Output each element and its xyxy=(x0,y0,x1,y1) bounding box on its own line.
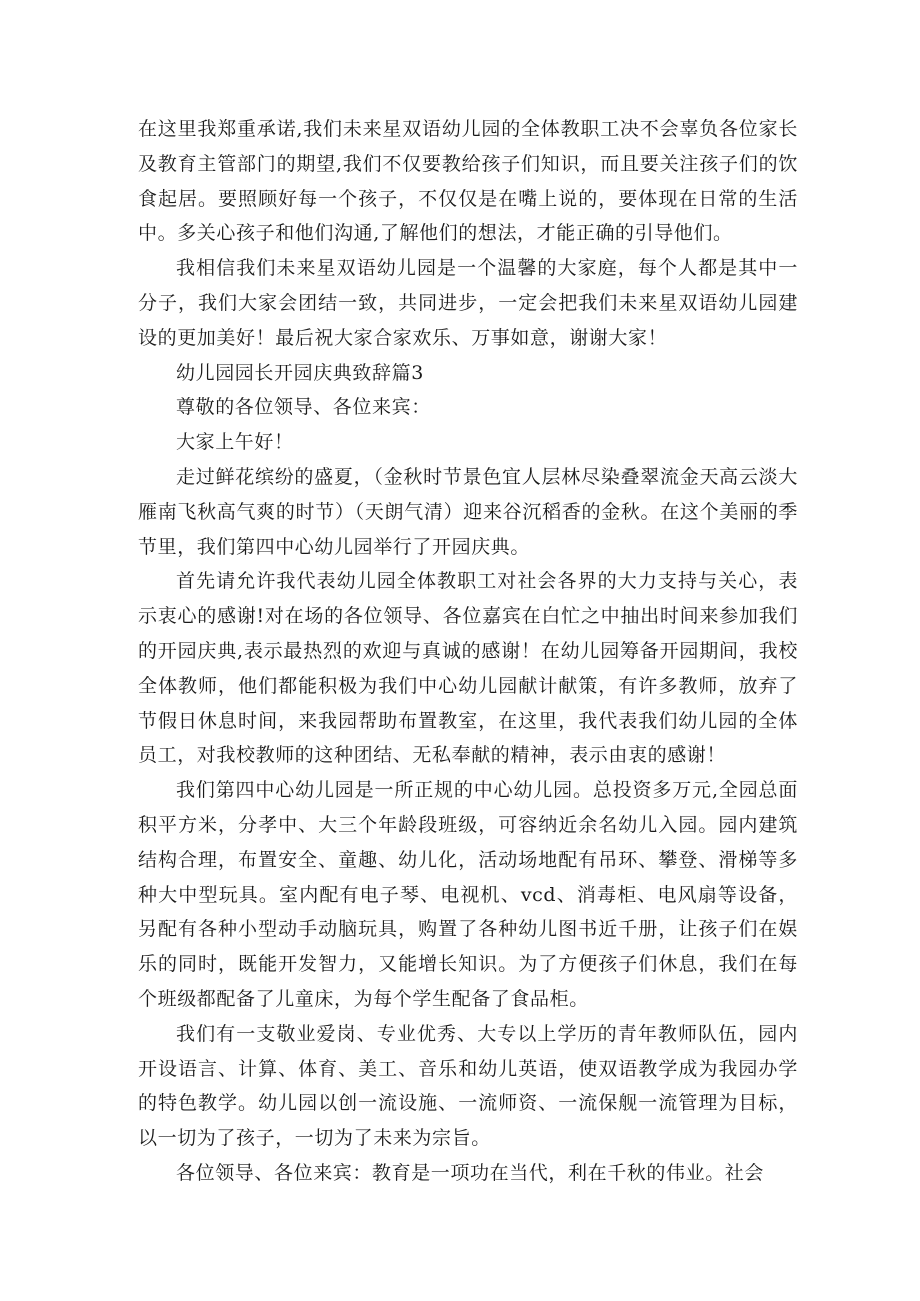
greeting: 大家上午好！ xyxy=(176,431,294,454)
paragraph-teachers: 我们有一支敬业爱岗、专业优秀、大专以上学历的青年教师队伍，园内开设语言、计算、体育、美工、音乐和幼儿英语，使双语教学成为我园办学的特色教学。幼儿园以创一流设施、一流师资、一流保舰一流管理为目标，以一切为了孩子，一切为了未来为宗旨。 xyxy=(138,1022,798,1150)
paragraph-family: 我相信我们未来星双语幼儿园是一个温馨的大家庭，每个人都是其中一分子，我们大家会团结一致，共同进步，一定会把我们未来星双语幼儿园建设的更加美好！最后祝大家合家欢乐、万事如意，谢谢大家！ xyxy=(138,257,798,349)
paragraph-education: 各位领导、各位来宾：教育是一项功在当代，利在千秋的伟业。社会 xyxy=(176,1161,765,1184)
salutation: 尊敬的各位领导、各位来宾： xyxy=(176,396,431,419)
section-heading: 幼儿园园长开园庆典致辞篇3 xyxy=(176,361,424,384)
paragraph-promise: 在这里我郑重承诺,我们未来星双语幼儿园的全体教职工决不会辜负各位家长及教育主管部门的期望,我们不仅要教给孩子们知识，而且要关注孩子们的饮食起居。要照顾好每一个孩子，不仅仅是在嘴上说的，要体现在日常的生活中。多关心孩子和他们沟通,了解他们的想法，才能正确的引导他们。 xyxy=(138,118,798,245)
paragraph-facilities: 我们第四中心幼儿园是一所正规的中心幼儿园。总投资多万元,全园总面积平方米，分孝中、大三个年龄段班级，可容纳近余名幼儿入园。园内建筑结构合理，布置安全、童趣、幼儿化，活动场地配有吊环、攀登、滑梯等多种大中型玩具。室内配有电子琴、电视机、vcd、消毒柜、电风扇等设备，另配有各种小型动手动脑玩具，购置了各种幼儿图书近千册，让孩子们在娱乐的同时，既能开发智力，又能增长知识。为了方便孩子们休息，我们在每个班级都配备了儿童床，为每个学生配备了食品柜。 xyxy=(138,779,798,1010)
paragraph-thanks: 首先请允许我代表幼儿园全体教职工对社会各界的大力支持与关心，表示衷心的感谢!对在场的各位领导、各位嘉宾在白忙之中抽出时间来参加我们的开园庆典,表示最热烈的欢迎与真诚的感谢！在幼儿园筹备开园期间，我校全体教师，他们都能积极为我们中心幼儿园献计献策，有许多教师，放弃了节假日休息时间，来我园帮助布置教室，在这里，我代表我们幼儿园的全体员工，对我校教师的这种团结、无私奉献的精神，表示由衷的感谢！ xyxy=(138,570,798,767)
document-body xyxy=(138,112,798,1191)
paragraph-season: 走过鲜花缤纷的盛夏，（金秋时节景色宜人层林尽染叠翠流金天高云淡大雁南飞秋高气爽的时节）（天朗气清）迎来谷沉稻香的金秋。在这个美丽的季节里，我们第四中心幼儿园举行了开园庆典。 xyxy=(138,465,798,558)
